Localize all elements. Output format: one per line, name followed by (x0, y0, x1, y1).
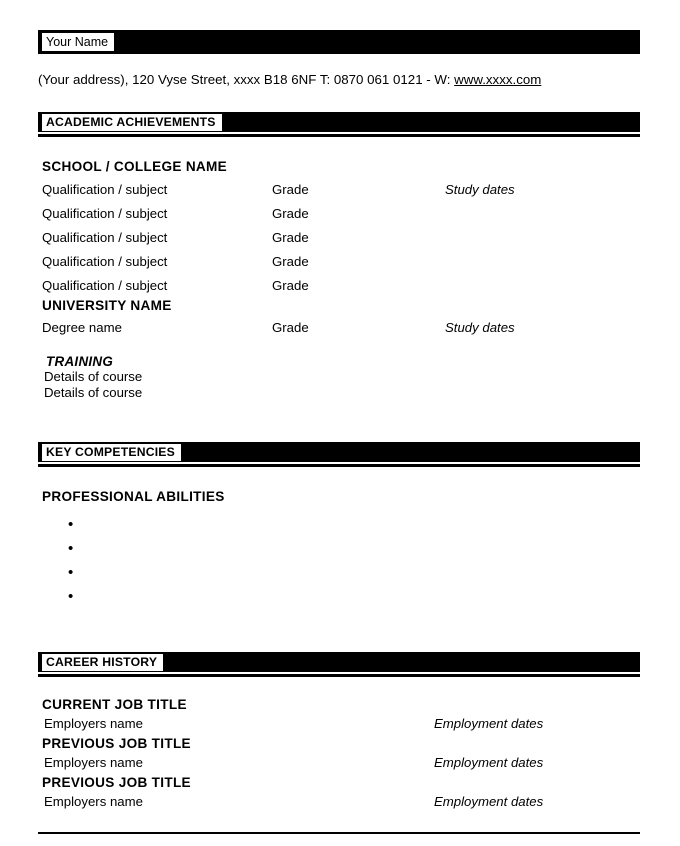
professional-abilities-heading: PROFESSIONAL ABILITIES (42, 489, 225, 504)
school-heading: SCHOOL / COLLEGE NAME (42, 159, 228, 174)
candidate-name: Your Name (42, 33, 114, 51)
job-title: PREVIOUS JOB TITLE (42, 736, 191, 751)
grade-cell: Grade (272, 182, 309, 197)
contact-line (38, 71, 640, 88)
table-row (42, 202, 640, 226)
qualification-cell: Qualification / subject (42, 230, 168, 245)
table-row (42, 250, 640, 274)
grade-cell: Grade (272, 278, 309, 293)
table-row (42, 316, 640, 340)
grade-cell: Grade (272, 206, 309, 221)
contact-website-link[interactable]: www.xxxx.com (454, 72, 542, 87)
training-heading: TRAINING (46, 354, 114, 369)
section-academic-achievements (38, 112, 640, 401)
section-title-career: CAREER HISTORY (42, 654, 163, 671)
job-row (44, 751, 640, 775)
dates-cell: Study dates (445, 320, 515, 335)
qualification-cell: Qualification / subject (42, 182, 168, 197)
employment-dates-cell: Employment dates (434, 755, 544, 770)
employer-cell: Employers name (44, 755, 143, 770)
table-row (42, 178, 640, 202)
job-title: CURRENT JOB TITLE (42, 697, 187, 712)
dates-cell: Study dates (445, 182, 515, 197)
employer-cell: Employers name (44, 794, 143, 809)
name-banner (38, 30, 640, 54)
section-key-competencies (38, 442, 640, 614)
grade-cell: Grade (272, 230, 309, 245)
contact-address: (Your address), 120 Vyse Street, xxxx B18 6NF T: 0870 061 0121 - W: (38, 72, 451, 87)
job-title: PREVIOUS JOB TITLE (42, 775, 191, 790)
list-item (82, 542, 640, 566)
table-row (42, 274, 640, 298)
section-header-bar (38, 112, 640, 132)
section-header-bar (38, 652, 640, 672)
job-row (44, 790, 640, 814)
list-item (82, 518, 640, 542)
university-heading: UNIVERSITY NAME (42, 298, 172, 313)
qualification-cell: Qualification / subject (42, 206, 168, 221)
training-line: Details of course (44, 369, 143, 384)
degree-cell: Degree name (42, 320, 122, 335)
training-line: Details of course (44, 385, 143, 400)
section-career-history (38, 652, 640, 814)
employment-dates-cell: Employment dates (434, 794, 544, 809)
table-row (42, 226, 640, 250)
list-item (82, 590, 640, 614)
grade-cell: Grade (272, 254, 309, 269)
section-title-competencies: KEY COMPETENCIES (42, 444, 181, 461)
section-title-academic: ACADEMIC ACHIEVEMENTS (42, 114, 222, 131)
employment-dates-cell: Employment dates (434, 716, 544, 731)
job-row (44, 712, 640, 736)
qualification-cell: Qualification / subject (42, 278, 168, 293)
grade-cell: Grade (272, 320, 309, 335)
page-bottom-divider (38, 832, 640, 834)
employer-cell: Employers name (44, 716, 143, 731)
list-item (82, 566, 640, 590)
section-header-bar (38, 442, 640, 462)
qualification-cell: Qualification / subject (42, 254, 168, 269)
abilities-bullet-list (38, 518, 640, 614)
